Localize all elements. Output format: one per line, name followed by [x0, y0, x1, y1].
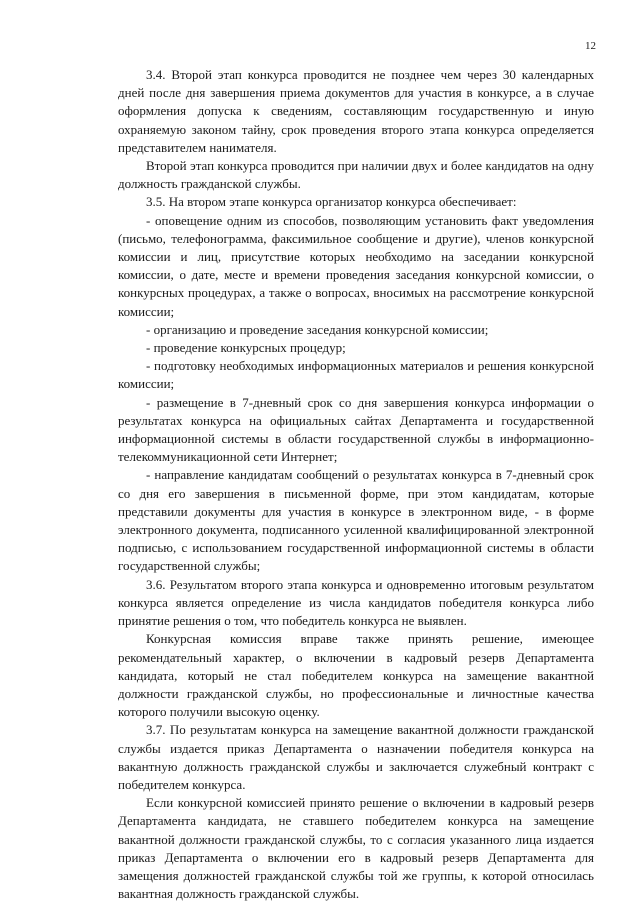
list-item-notification: - оповещение одним из способов, позволяющим установить факт уведомления (письмо, телефонограмма, факсимильное сообщение и другие), членов конкурсной комиссии и лиц, присутствие которых необходимо на заседании конкурсной комиссии, о дате, месте и времени проведения заседания конкурсной комиссии, о конкурсных процедурах, а также о вопросах, вносимых на рассмотрение конкурсной комиссии;: [118, 212, 594, 319]
paragraph-reserve-recommendation: Конкурсная комиссия вправе также принять решение, имеющее рекомендательный характер, о включении в кадровый резерв Департамента кандидата, который не стал победителем конкурса на замещение вакантной должности гражданской службы, но профессиональные и личностные качества которого получили высокую оценку.: [118, 631, 594, 720]
paragraph-second-stage-condition: Второй этап конкурса проводится при наличии двух и более кандидатов на одну должность гражданской службы.: [118, 158, 594, 192]
list-item-meeting: - организацию и проведение заседания конкурсной комиссии;: [146, 321, 489, 337]
list-item-publication: - размещение в 7-дневный срок со дня завершения конкурса информации о результатах конкурса на официальных сайтах Департамента и государственной информационной системы в области государственной службы в информационно-телекоммуникационной сети Интернет;: [118, 394, 594, 465]
paragraph-3-7: 3.7. По результатам конкурса на замещение вакантной должности гражданской службы издается приказ Департамента о назначении победителя конкурса на вакантную должность гражданской службы и заключается служебный контракт с победителем конкурса.: [118, 722, 594, 792]
list-item-candidate-messages: - направление кандидатам сообщений о результатах конкурса в 7-дневный срок со дня его завершения в письменной форме, при этом кандидатам, которые представили документы для участия в конкурсе в электронном виде, - в форме электронного документа, подписанного усиленной квалифицированной электронной подписью, с использованием государственной информационной системы в области государственной службы;: [118, 467, 594, 574]
paragraph-3-4: 3.4. Второй этап конкурса проводится не позднее чем через 30 календарных дней после дня завершения приема документов для участия в конкурсе, а в случае оформления допуска к сведениям, составляющим государственную и иную охраняемую законом тайну, срок проведения второго этапа конкурса определяется представителем нанимателя.: [118, 67, 594, 155]
page-number: 12: [585, 40, 596, 52]
paragraph-3-6: 3.6. Результатом второго этапа конкурса и одновременно итоговым результатом конкурса является определение из числа кандидатов победителя конкурса либо принятие решения о том, что победитель конкурса не выявлен.: [118, 576, 594, 629]
list-item-procedures: - проведение конкурсных процедур;: [146, 340, 346, 356]
paragraph-reserve-order: Если конкурсной комиссией принято решение о включении в кадровый резерв Департамента кандидата, не ставшего победителем конкурса на замещение вакантной должности гражданской службы, то с согласия указанного лица издается приказ Департамента о включении его в кадровый резерв Департамента для замещения должностей гражданской службы той же группы, к которой относилась вакантная должность гражданской службы.: [118, 795, 594, 902]
paragraph-3-5: 3.5. На втором этапе конкурса организатор конкурса обеспечивает:: [146, 194, 517, 210]
list-item-materials: - подготовку необходимых информационных материалов и решения конкурсной комиссии;: [118, 358, 594, 392]
document-body: [118, 66, 594, 903]
